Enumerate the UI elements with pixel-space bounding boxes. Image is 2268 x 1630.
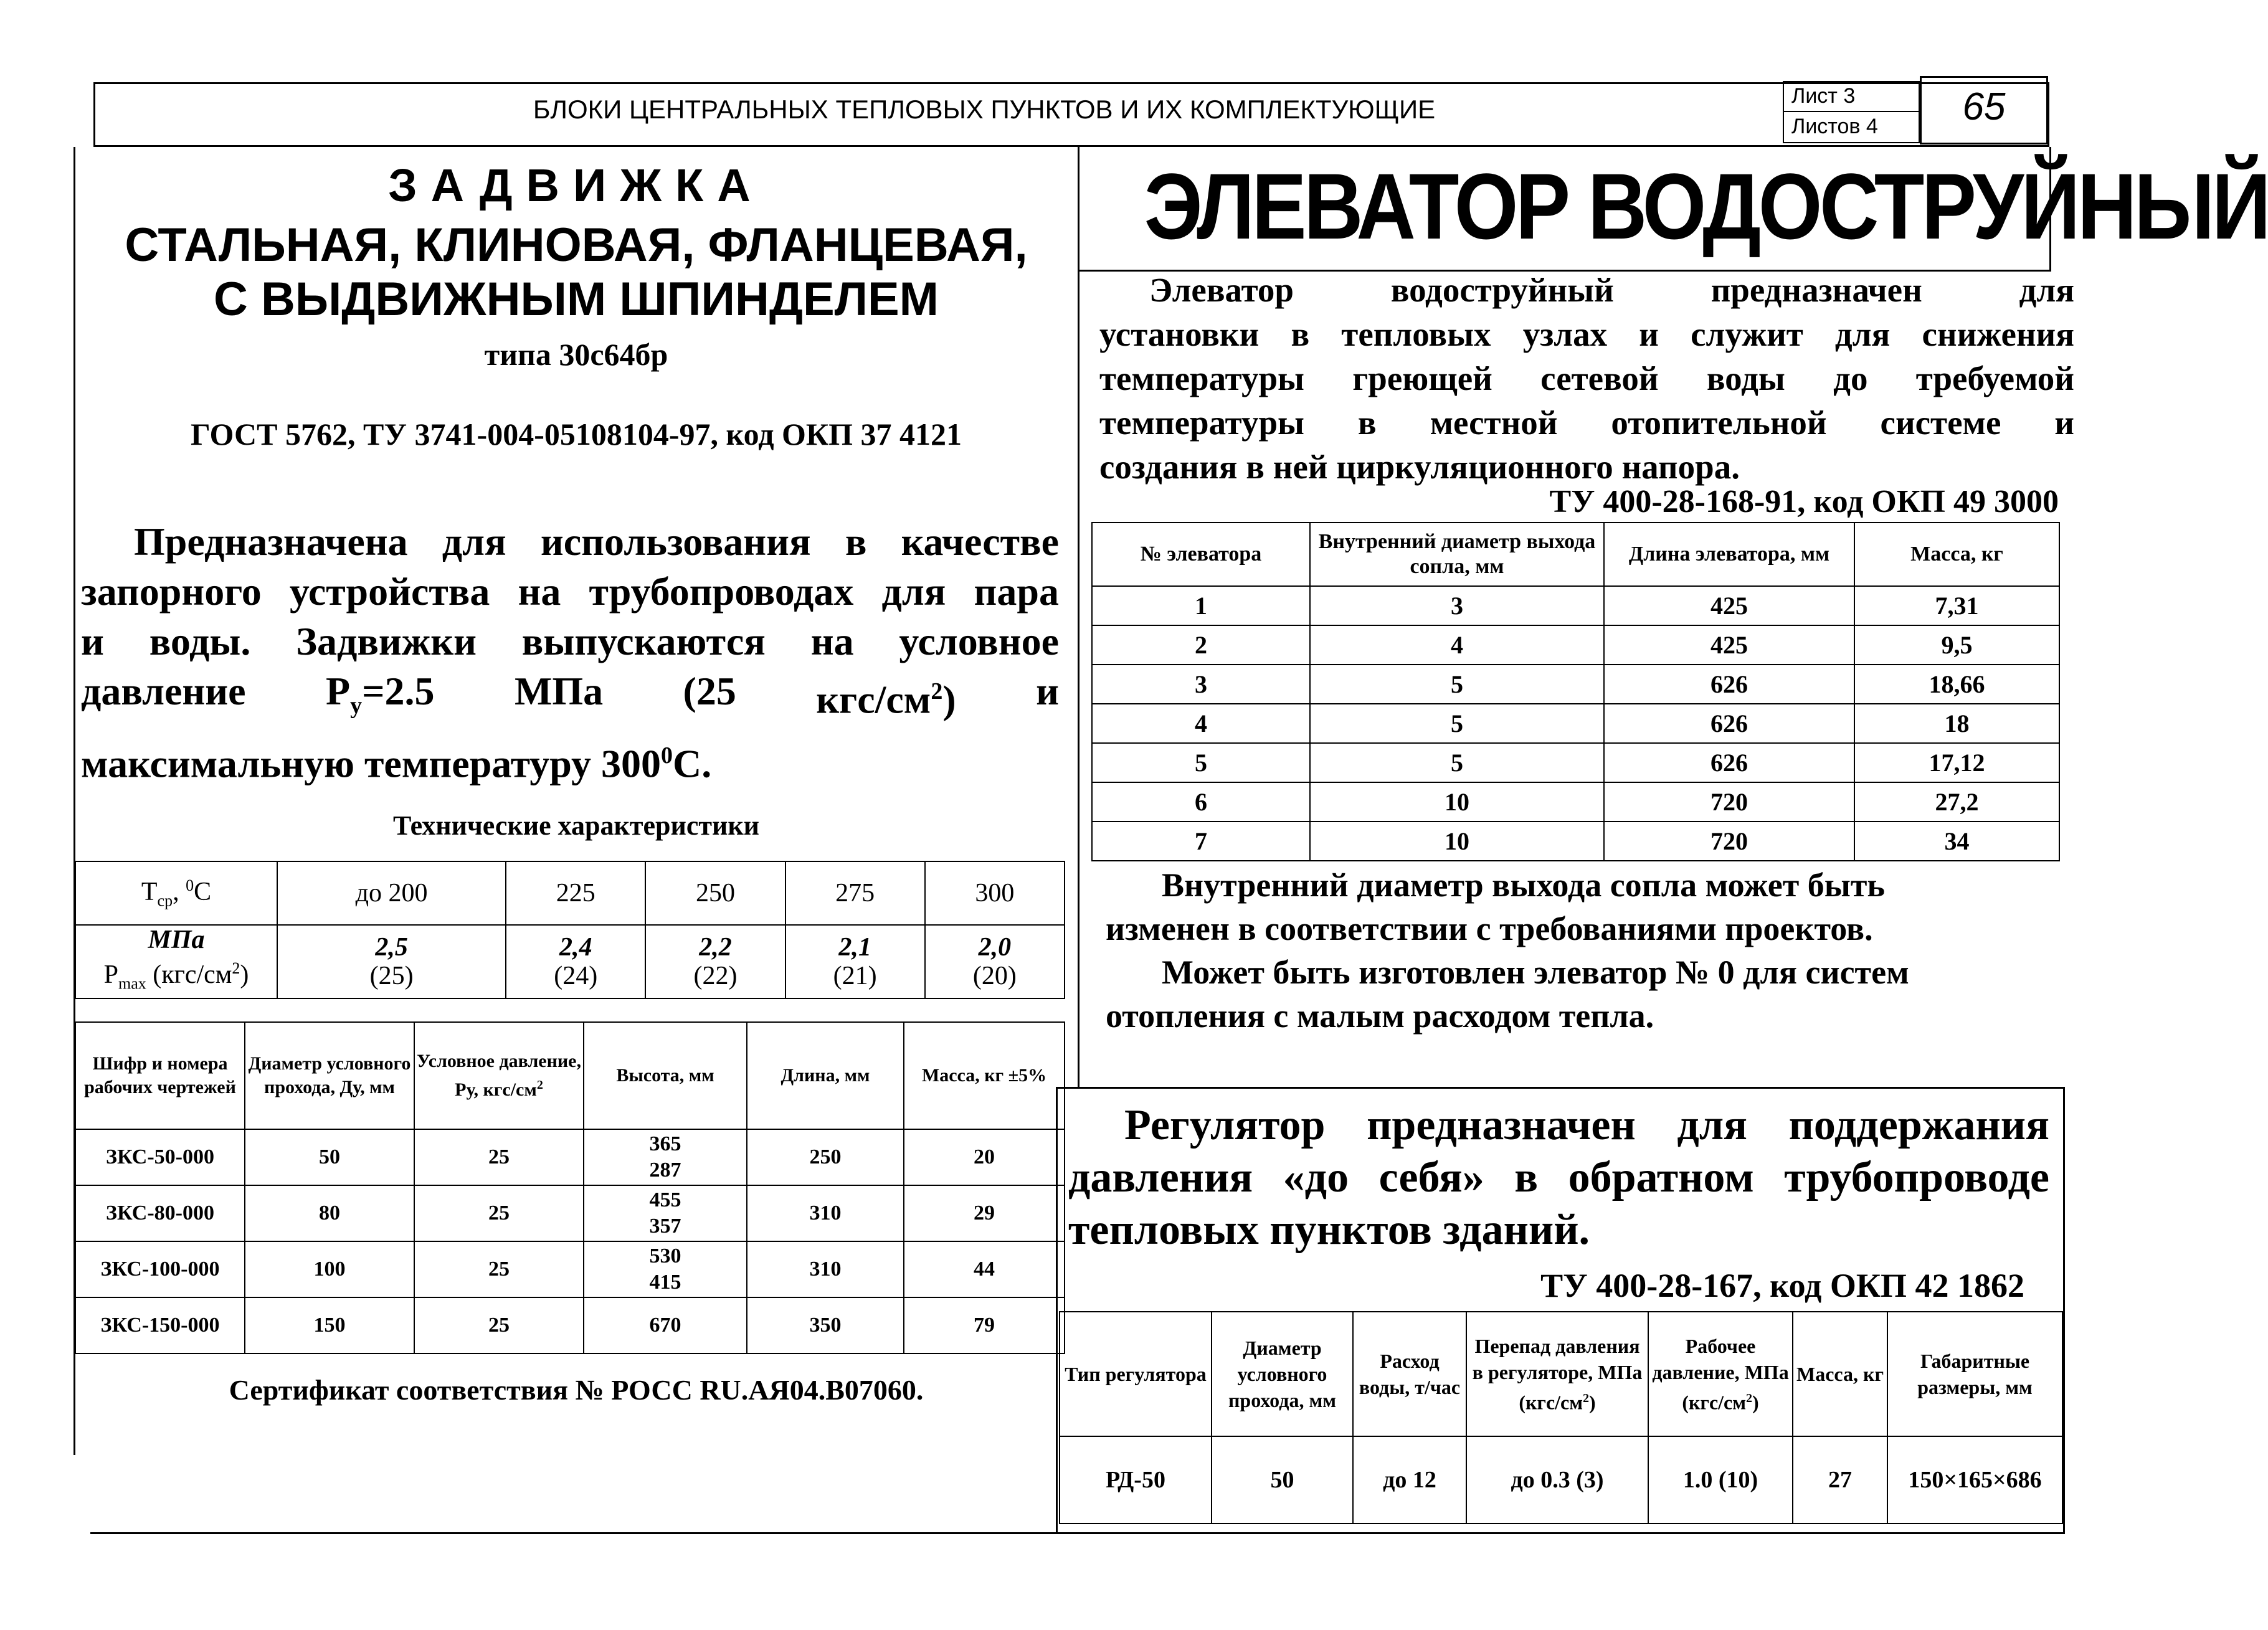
valve-certificate: Сертификат соответствия № РОСС RU.АЯ04.В07060.	[229, 1374, 924, 1406]
elevator-desc-line: создания в ней циркуляционного напора.	[1099, 448, 1740, 486]
table-row	[1092, 822, 2059, 861]
elevator-cell: 34	[1854, 822, 2059, 861]
valve-desc-line: и воды. Задвижки выпускаются на условное	[81, 619, 1059, 663]
elevator-desc-line: температуры греющей сетевой воды до требуемой	[1099, 359, 2074, 397]
regulator-standard: ТУ 400-28-167, код ОКП 42 1862	[1540, 1267, 2024, 1304]
regulator-header	[1466, 1312, 1648, 1436]
paren: )	[942, 677, 956, 722]
kgf: (22)	[693, 962, 738, 991]
height-2: 287	[649, 1159, 681, 1182]
word	[326, 666, 435, 731]
bottom-rule	[90, 1532, 2065, 1534]
mpa: 2,2	[699, 933, 732, 962]
mpa: 2,0	[978, 933, 1012, 962]
tech-temp: 300	[925, 861, 1065, 925]
spec-pn: 25	[414, 1297, 584, 1353]
table-row	[75, 1022, 1065, 1129]
elevator-desc-line: температуры в местной отопительной системе и	[1099, 404, 2074, 442]
height-1: 365	[649, 1132, 681, 1155]
elevator-desc-line: установки в тепловых узлах и служит для снижения	[1099, 315, 2074, 353]
table-row	[75, 925, 1065, 998]
regulator-cell: 50	[1212, 1436, 1353, 1523]
spec-height	[584, 1185, 747, 1241]
spec-dn: 100	[245, 1241, 414, 1297]
elevator-cell: 720	[1604, 782, 1854, 822]
superscript: 0	[660, 742, 673, 769]
regulator-header: Тип регулятора	[1060, 1312, 1212, 1436]
elevator-title: ЭЛЕВАТОР ВОДОСТРУЙНЫЙ	[1144, 154, 2268, 258]
elevator-desc-line: Элеватор водоструйный предназначен для	[1149, 271, 2074, 309]
elevator-notes	[1106, 863, 2068, 1038]
regulator-header: Расход воды, т/час	[1353, 1312, 1466, 1436]
valve-desc-line: запорного устройства на трубопроводах для пара	[81, 569, 1059, 614]
spec-code: ЗКС-150-000	[75, 1297, 245, 1353]
spec-height	[584, 1241, 747, 1297]
elevator-note-line: изменен в соответствии с требованиями проектов.	[1106, 910, 1873, 947]
elevator-cell: 3	[1310, 586, 1604, 625]
elevator-cell: 626	[1604, 665, 1854, 704]
page-number: 65	[1962, 85, 2006, 128]
spec-pn: 25	[414, 1185, 584, 1241]
tech-temp: 225	[506, 861, 645, 925]
regulator-header: Масса, кг	[1793, 1312, 1887, 1436]
subscript: у	[350, 692, 363, 719]
tech-pressure	[785, 925, 925, 998]
table-row	[75, 1129, 1065, 1185]
unit: кгс/см	[816, 677, 931, 722]
elevator-cell: 17,12	[1854, 743, 2059, 782]
tech-temp: 275	[785, 861, 925, 925]
spec-length: 310	[747, 1241, 904, 1297]
sheet-label: Лист 3	[1791, 84, 1856, 108]
elevator-cell: 626	[1604, 704, 1854, 743]
superscript: 2	[232, 959, 240, 977]
regulator-cell: 27	[1793, 1436, 1887, 1523]
spec-header: Шифр и номера рабочих чертежей	[75, 1022, 245, 1129]
superscript: 2	[1746, 1391, 1753, 1405]
subscript: max	[118, 974, 146, 993]
regulator-cell: 1.0 (10)	[1648, 1436, 1793, 1523]
mpa: 2,1	[838, 933, 871, 962]
paren: )	[1589, 1391, 1596, 1414]
text: максимальную температуру 300	[81, 741, 661, 786]
symbol: T	[141, 877, 158, 906]
height-1: 530	[649, 1244, 681, 1268]
spec-dn: 150	[245, 1297, 414, 1353]
tech-temp: до 200	[277, 861, 506, 925]
word: давление	[81, 669, 246, 713]
word	[816, 666, 956, 731]
kgf: (21)	[833, 962, 877, 991]
paren: )	[1752, 1391, 1759, 1414]
table-row	[1092, 782, 2059, 822]
elevator-cell: 5	[1092, 743, 1310, 782]
valve-description	[81, 517, 1059, 789]
elevator-cell: 626	[1604, 743, 1854, 782]
spec-pn: 25	[414, 1129, 584, 1185]
elevator-title-frame	[1079, 147, 2268, 272]
unit: МПа	[148, 926, 205, 954]
mpa: 2,5	[375, 933, 408, 962]
regulator-desc-line: Регулятор предназначен для поддержания	[1124, 1101, 2049, 1149]
valve-type: типа 30с64бр	[484, 337, 668, 372]
sheet-divider	[1783, 111, 1920, 112]
tech-pressure	[645, 925, 785, 998]
tech-title: Технические характеристики	[392, 810, 760, 841]
valve-desc-last	[81, 731, 1059, 789]
table-row	[1092, 743, 2059, 782]
elevator-header: Внутренний диаметр выхода сопла, мм	[1310, 523, 1604, 586]
unit: C	[194, 877, 212, 906]
table-row	[1092, 523, 2059, 586]
regulator-header: Диаметр условного прохода, мм	[1212, 1312, 1353, 1436]
spec-code: ЗКС-100-000	[75, 1241, 245, 1297]
elevator-cell: 2	[1092, 625, 1310, 665]
spec-length: 250	[747, 1129, 904, 1185]
text: С.	[672, 741, 712, 786]
elevator-note-line: Внутренний диаметр выхода сопла может быть	[1162, 866, 1885, 904]
spec-dn: 50	[245, 1129, 414, 1185]
tech-row2-label	[75, 925, 277, 998]
elevator-header: Масса, кг	[1854, 523, 2059, 586]
regulator-desc-line: тепловых пунктов зданий.	[1068, 1206, 1590, 1254]
elevator-note-line: отопления с малым расходом тепла.	[1106, 997, 1654, 1035]
spec-length: 310	[747, 1185, 904, 1241]
elevator-cell: 18,66	[1854, 665, 2059, 704]
height-2: 357	[649, 1215, 681, 1238]
spec-header: Диаметр условного прохода, Ду, мм	[245, 1022, 414, 1129]
word: и	[1036, 669, 1059, 713]
elevator-cell: 5	[1310, 743, 1604, 782]
spec-pn: 25	[414, 1241, 584, 1297]
height-1: 455	[649, 1188, 681, 1211]
regulator-description	[1068, 1099, 2049, 1256]
header-text: Условное давление, Ру, кгс/см	[417, 1051, 581, 1100]
table-row	[75, 861, 1065, 925]
elevator-cell: 3	[1092, 665, 1310, 704]
regulator-cell: до 12	[1353, 1436, 1466, 1523]
word: (25	[683, 669, 736, 713]
elevator-cell: 425	[1604, 586, 1854, 625]
elevator-cell: 9,5	[1854, 625, 2059, 665]
elevator-cell: 10	[1310, 822, 1604, 861]
mpa: 2,4	[559, 933, 592, 962]
spec-height: 670	[584, 1297, 747, 1353]
elevator-cell: 425	[1604, 625, 1854, 665]
elevator-cell: 27,2	[1854, 782, 2059, 822]
table-row	[75, 1297, 1065, 1353]
regulator-header	[1648, 1312, 1793, 1436]
spec-code: ЗКС-50-000	[75, 1129, 245, 1185]
tech-pressure	[925, 925, 1065, 998]
table-row	[1060, 1436, 2062, 1523]
table-row	[1092, 625, 2059, 665]
spec-code: ЗКС-80-000	[75, 1185, 245, 1241]
superscript: 2	[536, 1078, 543, 1092]
kgf: (25)	[369, 962, 414, 991]
paren: )	[240, 960, 249, 989]
value: =2.5	[362, 669, 435, 713]
regulator-header: Габаритные размеры, мм	[1887, 1312, 2062, 1436]
elevator-table	[1091, 522, 2060, 861]
elevator-cell: 720	[1604, 822, 1854, 861]
elevator-cell: 4	[1310, 625, 1604, 665]
regulator-cell: до 0.3 (3)	[1466, 1436, 1648, 1523]
spec-mass: 29	[904, 1185, 1065, 1241]
tech-pressure	[506, 925, 645, 998]
regulator-table	[1059, 1311, 2063, 1524]
kgf: (24)	[554, 962, 598, 991]
spec-header: Длина, мм	[747, 1022, 904, 1129]
word: МПа	[514, 669, 604, 713]
sheets-label: Листов 4	[1791, 115, 1878, 138]
kgf: (20)	[972, 962, 1017, 991]
tech-row1-label	[75, 861, 277, 925]
table-row	[1092, 586, 2059, 625]
valve-subtitle-2: С ВЫДВИЖНЫМ ШПИНДЕЛЕМ	[213, 273, 939, 326]
tech-pressure	[277, 925, 506, 998]
elevator-header: № элеватора	[1092, 523, 1310, 586]
symbol: P	[325, 669, 351, 713]
table-row	[1092, 704, 2059, 743]
spec-header: Высота, мм	[584, 1022, 747, 1129]
elevator-cell: 7	[1092, 822, 1310, 861]
header-text: Перепад давления в регуляторе, МПа (кгс/см	[1472, 1334, 1643, 1414]
header-text: Рабочее давление, МПа (кгс/см	[1652, 1334, 1789, 1414]
elevator-cell: 7,31	[1854, 586, 2059, 625]
symbol: P	[103, 960, 118, 989]
tech-table	[75, 861, 1065, 999]
spec-mass: 79	[904, 1297, 1065, 1353]
valve-title: ЗАДВИЖКА	[388, 159, 764, 211]
elevator-cell: 1	[1092, 586, 1310, 625]
sep: ,	[173, 877, 186, 906]
elevator-cell: 5	[1310, 665, 1604, 704]
valve-desc-pressure	[81, 666, 1059, 731]
spec-header	[414, 1022, 584, 1129]
elevator-note-line: Может быть изготовлен элеватор № 0 для систем	[1162, 954, 1909, 991]
valve-subtitle-1: СТАЛЬНАЯ, КЛИНОВАЯ, ФЛАНЦЕВАЯ,	[125, 219, 1028, 272]
elevator-standard: ТУ 400-28-168-91, код ОКП 49 3000	[1549, 484, 2059, 519]
header-title: БЛОКИ ЦЕНТРАЛЬНЫХ ТЕПЛОВЫХ ПУНКТОВ И ИХ КОМПЛЕКТУЮЩИЕ	[533, 95, 1436, 124]
unit: (кгс/см	[146, 960, 232, 989]
elevator-header: Длина элеватора, мм	[1604, 523, 1854, 586]
subscript: ср	[157, 891, 173, 910]
table-row	[1060, 1312, 2062, 1436]
superscript: 0	[186, 876, 194, 894]
elevator-cell: 6	[1092, 782, 1310, 822]
elevator-cell: 5	[1310, 704, 1604, 743]
elevator-cell: 10	[1310, 782, 1604, 822]
elevator-description	[1099, 268, 2074, 489]
elevator-cell: 4	[1092, 704, 1310, 743]
regulator-desc-line: давления «до себя» в обратном трубопроводе	[1068, 1154, 2049, 1201]
spec-length: 350	[747, 1297, 904, 1353]
table-row	[75, 1241, 1065, 1297]
spec-mass: 20	[904, 1129, 1065, 1185]
table-row	[1092, 665, 2059, 704]
spec-header: Масса, кг ±5%	[904, 1022, 1065, 1129]
tech-temp: 250	[645, 861, 785, 925]
elevator-cell: 18	[1854, 704, 2059, 743]
superscript: 2	[1583, 1391, 1590, 1405]
height-2: 415	[649, 1271, 681, 1294]
table-row	[75, 1185, 1065, 1241]
valve-standard: ГОСТ 5762, ТУ 3741-004-05108104-97, код ОКП 37 4121	[190, 417, 962, 452]
center-divider	[1078, 147, 1079, 1087]
valve-desc-line: Предназначена для использования в качестве	[134, 519, 1059, 564]
superscript: 2	[931, 678, 943, 704]
valve-spec-table	[75, 1021, 1065, 1354]
regulator-cell: РД-50	[1060, 1436, 1212, 1523]
spec-mass: 44	[904, 1241, 1065, 1297]
regulator-cell: 150×165×686	[1887, 1436, 2062, 1523]
spec-height	[584, 1129, 747, 1185]
spec-dn: 80	[245, 1185, 414, 1241]
